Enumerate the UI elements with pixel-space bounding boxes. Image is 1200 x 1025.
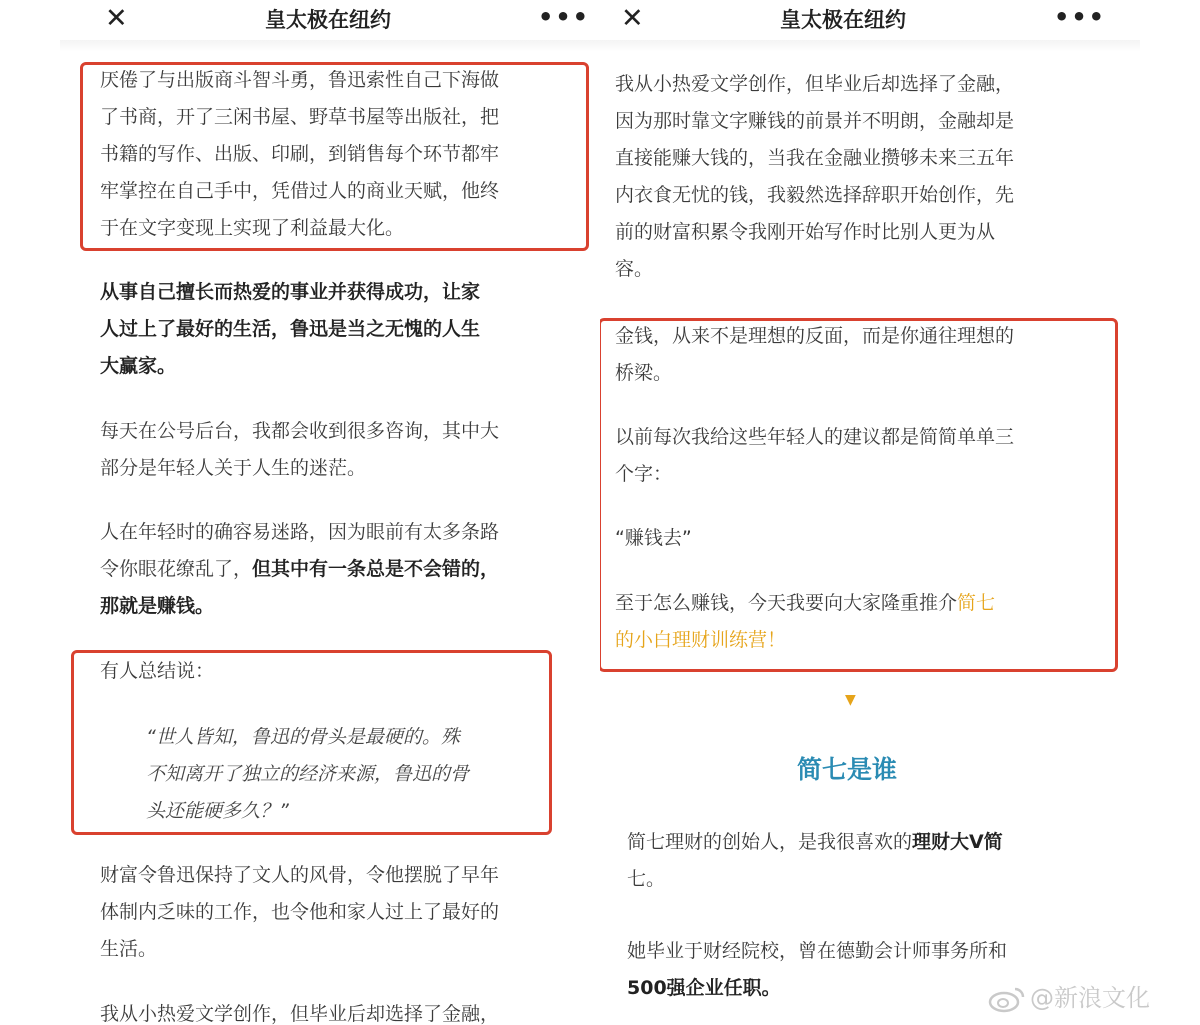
down-arrow-icon: ▼ (845, 692, 856, 708)
paragraph (627, 933, 1007, 1007)
text-line: 令你眼花缭乱了，但其中有一条总是不会错的， (100, 558, 500, 580)
paragraph (615, 585, 995, 659)
paragraph (100, 62, 499, 247)
text-span: 理财大V简 (912, 831, 1003, 853)
promo-link-text[interactable]: 的小白理财训练营！ (615, 629, 787, 651)
text-line: 财富令鲁迅保持了文人的风骨，令他摆脱了早年 (100, 864, 500, 886)
text-line: 头还能硬多久？” (146, 800, 289, 822)
text-line: 人过上了最好的生活，鲁迅是当之无愧的人生 (100, 318, 481, 340)
text-line (627, 824, 1003, 861)
text-line: 书籍的写作、出版、印刷，到销售每个环节都牢 (100, 143, 500, 165)
text-line: 她毕业于财经院校，曾在德勤会计师事务所和 (627, 940, 1008, 962)
paragraph (615, 66, 1014, 288)
text-line: 因为那时靠文字赚钱的前景并不明朗，金融却是 (615, 110, 1015, 132)
article-account-title: 皇太极在纽约 (265, 8, 391, 32)
text-line: 于在文字变现上实现了利益最大化。 (100, 217, 405, 239)
top-bar (60, 0, 605, 40)
paragraph (100, 857, 499, 968)
text-line: 厌倦了与出版商斗智斗勇，鲁迅索性自己下海做 (100, 69, 500, 91)
text-line: 内衣食无忧的钱，我毅然选择辞职开始创作，先 (615, 184, 1015, 206)
paragraph (615, 318, 1014, 392)
text-line: “赚钱去” (615, 527, 692, 549)
text-line: 个字： (615, 463, 673, 485)
left-article-panel (60, 0, 605, 1025)
text-line: 有人总结说： (100, 660, 215, 682)
text-line: 生活。 (100, 938, 158, 960)
close-icon[interactable]: ✕ (105, 3, 128, 34)
more-options-icon[interactable]: ••• (538, 3, 591, 31)
promo-link-text[interactable]: 简七 (957, 592, 996, 614)
text-line: 了书商，开了三闲书屋、野草书屋等出版社，把 (100, 106, 500, 128)
more-options-icon[interactable]: ••• (1054, 3, 1107, 31)
paragraph (100, 996, 499, 1025)
text-span: 至于怎么赚钱，今天我要向大家隆重推介 (615, 592, 958, 614)
right-article-panel (600, 0, 1140, 1025)
text-line: 前的财富积累令我刚开始写作时比别人更为从 (615, 221, 996, 243)
text-line: 500强企业任职。 (627, 977, 781, 999)
text-line (615, 585, 995, 622)
top-bar (600, 0, 1140, 40)
weibo-watermark: @新浪文化 (1030, 984, 1150, 1012)
text-line: 容。 (615, 258, 654, 280)
text-line: “世人皆知，鲁迅的骨头是最硬的。殊 (146, 726, 460, 748)
text-line: 大赢家。 (100, 355, 177, 377)
text-line: 直接能赚大钱的，当我在金融业攒够未来三五年 (615, 147, 1015, 169)
paragraph (627, 824, 1003, 898)
text-line: 那就是赚钱。 (100, 595, 215, 617)
paragraph (100, 653, 214, 690)
text-line: 金钱，从来不是理想的反面，而是你通往理想的 (615, 325, 1015, 347)
text-line: 桥梁。 (615, 362, 673, 384)
paragraph (615, 419, 1014, 493)
weibo-logo-icon (988, 985, 1026, 1013)
section-heading: 简七是谁 (797, 755, 898, 784)
block-quote (146, 719, 469, 830)
paragraph (100, 514, 499, 625)
text-line: 不知离开了独立的经济来源，鲁迅的骨 (146, 763, 470, 785)
text-line: 我从小热爱文学创作，但毕业后却选择了金融， (615, 73, 1015, 95)
text-line: 部分是年轻人关于人生的迷茫。 (100, 457, 367, 479)
text-line: 体制内乏味的工作，也令他和家人过上了最好的 (100, 901, 500, 923)
article-account-title: 皇太极在纽约 (780, 8, 906, 32)
text-span: 简七理财的创始人，是我很喜欢的 (627, 831, 913, 853)
paragraph (615, 520, 692, 557)
topbar-shadow (600, 40, 1140, 52)
text-line: 七。 (627, 868, 666, 890)
bold-paragraph (100, 274, 480, 385)
text-line: 人在年轻时的确容易迷路，因为眼前有太多条路 (100, 521, 500, 543)
close-icon[interactable]: ✕ (621, 3, 644, 34)
paragraph (100, 413, 499, 487)
text-line: 我从小热爱文学创作，但毕业后却选择了金融， (100, 1003, 500, 1025)
text-line: 牢掌控在自己手中，凭借过人的商业天赋，他终 (100, 180, 500, 202)
text-line: 每天在公号后台，我都会收到很多咨询，其中大 (100, 420, 500, 442)
text-line: 以前每次我给这些年轻人的建议都是简简单单三 (615, 426, 1015, 448)
text-line: 从事自己擅长而热爱的事业并获得成功，让家 (100, 281, 481, 303)
topbar-shadow (60, 40, 605, 52)
